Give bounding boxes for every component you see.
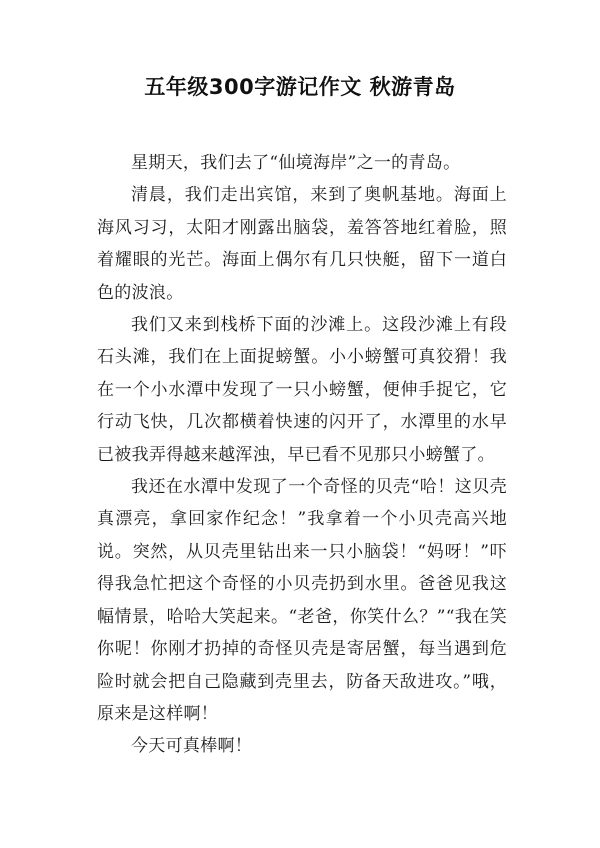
- article-body: [97, 147, 507, 763]
- paragraph-5: 今天可真棒啊！: [131, 736, 253, 757]
- paragraph-1: 星期天，我们去了“仙境海岸”之一的青岛。: [131, 153, 461, 173]
- document-title: 五年级300字游记作文 秋游青岛: [144, 75, 456, 99]
- paragraph-2: 清晨，我们走出宾馆，来到了奥帆基地。海面上海风习习，太阳才刚露出脑袋，羞答答地红着脸，照着耀眼的光芒。海面上偶尔有几只快艇，留下一道白色的波浪。: [97, 185, 507, 303]
- paragraph-4: 我还在水潭中发现了一个奇怪的贝壳“哈！这贝壳真漂亮，拿回家作纪念！”我拿着一个小贝壳高兴地说。突然，从贝壳里钻出来一只小脑袋！“妈呀！”吓得我急忙把这个奇怪的小贝壳扔到水里。爸爸见我这幅情景，哈哈大笑起来。“老爸，你笑什么？”“我在笑你呢！你刚才扔掉的奇怪贝壳是寄居蟹，每当遇到危险时就会把自己隐藏到壳里去，防备天敌进攻。”哦，原来是这样啊！: [97, 477, 507, 724]
- paragraph-3: 我们又来到栈桥下面的沙滩上。这段沙滩上有段石头滩，我们在上面捉螃蟹。小小螃蟹可真狡猾！我在一个小水潭中发现了一只小螃蟹，便伸手捉它，它行动飞快，几次都横着快速的闪开了，水潭里的水早已被我弄得越来越浑浊，早已看不见那只小螃蟹了。: [97, 315, 507, 465]
